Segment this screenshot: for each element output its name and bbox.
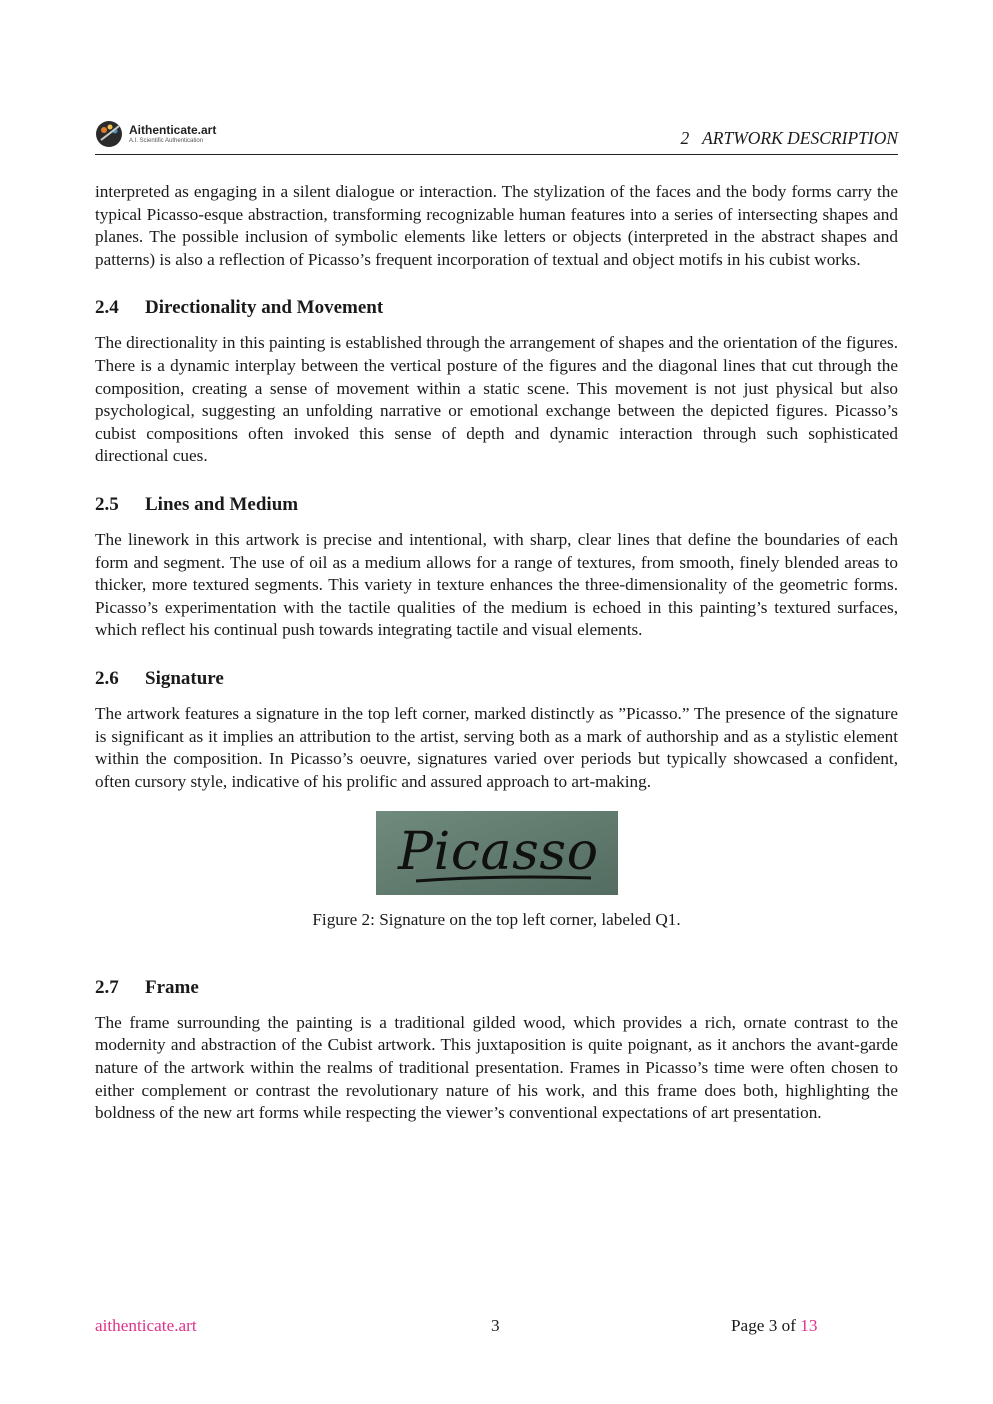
section-body: The frame surrounding the painting is a traditional gilded wood, which provides a rich, ornate contrast to the modernity and abstraction of the Cubist artwork. This juxtaposition is quite poignant, as it anchors the avant-garde nature of the artwork within the realms of traditional presentation. Frames in Picasso’s time were often chosen to either complement or contrast the revolutionary nature of his work, and this frame does both, highlighting the boldness of the new art forms while respecting the viewer’s conventional expectations of art presentation.: [95, 1012, 898, 1123]
intro-paragraph: interpreted as engaging in a silent dialogue or interaction. The stylization of the faces and the body forms carry the typical Picasso-esque abstraction, transforming recognizable human features into a series of intersecting shapes and planes. The possible inclusion of symbolic elements like letters or objects (interpreted in the abstract shapes and patterns) is also a reflection of Picasso’s frequent incorporation of textual and object motifs in his cubist works.: [95, 182, 898, 269]
figure-caption: Figure 2: Signature on the top left corner, labeled Q1.: [312, 910, 681, 930]
signature-script: Picasso: [397, 822, 598, 883]
section-number: 2.6: [95, 667, 119, 689]
section-number: 2.5: [95, 493, 119, 515]
section-heading-2-6: [95, 667, 898, 691]
section-body: The artwork features a signature in the top left corner, marked distinctly as ”Picasso.” The presence of the signature is significant as it implies an attribution to the artist, serving both as a mark of authorship and as a stylistic element within the composition. In Picasso’s oeuvre, signatures varied over periods but typically showcased a confident, often cursory style, indicative of his prolific and assured approach to art-making.: [95, 703, 898, 791]
page-header: [95, 118, 898, 155]
section-number: 2.4: [95, 297, 119, 319]
section-title: Directionality and Movement: [145, 297, 384, 319]
page-label: Page 3 of: [731, 1316, 796, 1335]
palette-logo-icon: [95, 120, 123, 148]
section-body: The directionality in this painting is established through the arrangement of shapes and the orientation of the figures. There is a dynamic interplay between the vertical posture of the figures and the diagonal lines that cut through the composition, creating a sense of movement within a static scene. This movement is not just physical but also psychological, suggesting an unfolding narrative or emotional exchange between the depicted figures. Picasso’s cubist compositions often invoked this sense of depth and dynamic interaction through such sophisticated directional cues.: [95, 333, 898, 466]
section-title: Frame: [145, 976, 199, 998]
section-heading-2-5: [95, 493, 898, 517]
running-head: 2 ARTWORK DESCRIPTION: [680, 128, 898, 148]
logo: [95, 120, 216, 148]
logo-name: Aithenticate.art: [129, 123, 217, 137]
section-body: The linework in this artwork is precise and intentional, with sharp, clear lines that define the boundaries of each form and segment. The use of oil as a medium allows for a range of textures, from smooth, finely blended areas to thicker, more textured segments. This variety in texture enhances the three-dimensionality of the geometric forms. Picasso’s experimentation with the tactile qualities of the medium is echoed in this painting’s textured surfaces, which reflect his continual push towards integrating tactile and visual elements.: [95, 529, 898, 640]
section-title: Signature: [145, 667, 224, 689]
footer-page-count: [731, 1316, 817, 1336]
section-heading-2-7: [95, 976, 898, 1000]
logo-tagline: A.I. Scientific Authentication: [129, 138, 204, 144]
section-heading-2-4: [95, 296, 898, 320]
section-number: 2.7: [95, 976, 119, 998]
section-title: Lines and Medium: [145, 493, 299, 515]
footer-site-link[interactable]: aithenticate.art: [95, 1316, 197, 1335]
signature-image: [376, 811, 618, 895]
page-footer: [95, 1316, 898, 1340]
signature-figure: [95, 811, 898, 932]
page-content: [95, 181, 898, 1125]
footer-page-number: 3: [491, 1316, 500, 1335]
page-total-link[interactable]: 13: [800, 1316, 818, 1335]
